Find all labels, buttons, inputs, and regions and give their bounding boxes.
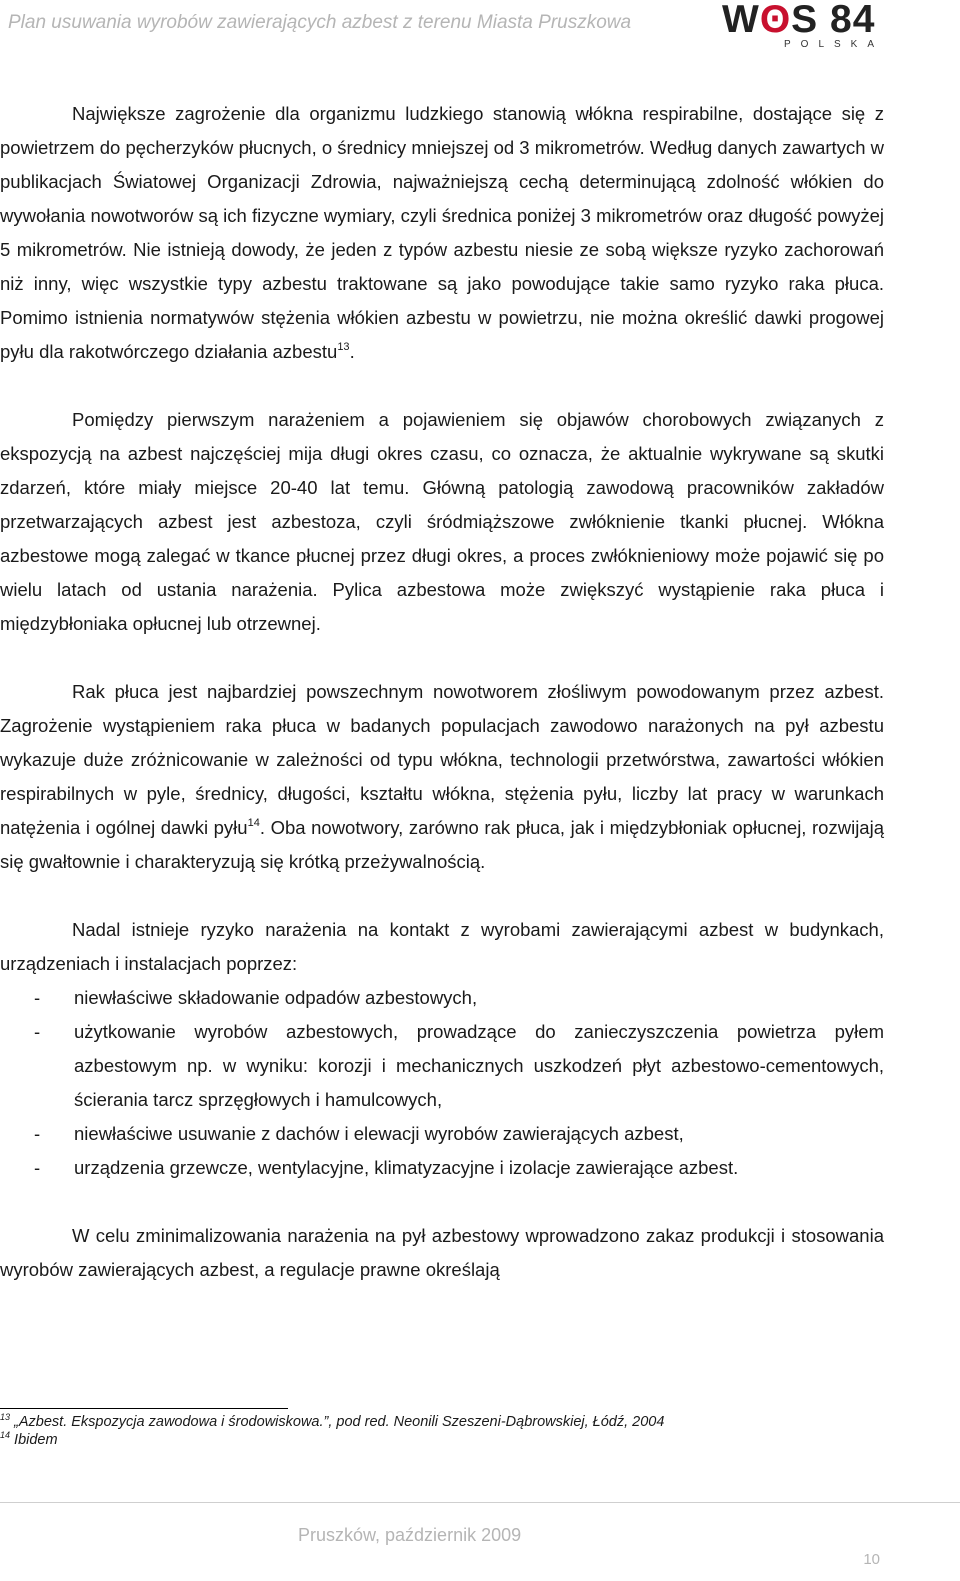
- footnote-14: [0, 1431, 900, 1449]
- paragraph-text: Największe zagrożenie dla organizmu ludzkiego stanowią włókna respirabilne, dostające się z powietrzem do pęcherzyków płucnych, o średnicy mniejszej od 3 mikrometrów. Według danych zawartych w publikacjach Światowej Organizacji Zdrowia, najważniejszą cechą determinującą zdolność włókien do wywołania nowotworów są ich fizyczne wymiary, czyli średnica poniżej 3 mikrometrów oraz długość powyżej 5 mikrometrów. Nie istnieją dowody, że jeden z typów azbestu niesie ze sobą większe ryzyko zachorowań niż inny, więc wszystkie typy azbestu traktowane są jako powodujące takie samo ryzyko raka płuca. Pomimo istnienia normatywów stężenia włókien azbestu w powietrzu, nie można określić dawki progowej pyłu dla rakotwórczego działania azbestu: [0, 103, 884, 362]
- paragraph-latency: Pomiędzy pierwszym narażeniem a pojawieniem się objawów chorobowych związanych z ekspozycją na azbest najczęściej mija długi okres czasu, co oznacza, że aktualnie wykrywane są skutki zdarzeń, które miały miejsce 20-40 lat temu. Główną patologią zawodową pracowników zakładów przetwarzających azbest jest azbestoza, czyli śródmiąższowe zwłóknienie tkanki płucnej. Włókna azbestowe mogą zalegać w tkance płucnej przez długi okres, a proces zwłóknieniowy może pojawić się po wielu latach od ustania narażenia. Pylica azbestowa może zwiększyć wystąpienie raka płuca i międzybłoniaka opłucnej lub otrzewnej.: [0, 409, 884, 634]
- footnote-number: 14: [0, 1430, 11, 1440]
- exposure-list: [0, 981, 884, 1185]
- footnote-separator: [0, 1408, 288, 1409]
- list-item: [0, 1151, 884, 1185]
- logo-globe-icon: ʘ: [759, 0, 792, 41]
- paragraph-regulation: W celu zminimalizowania narażenia na pył azbestowy wprowadzono zakaz produkcji i stosowania wyrobów zawierających azbest, a regulacje prawne określają: [0, 1225, 884, 1280]
- footnote-ref: 14: [247, 817, 260, 829]
- footnote-number: 13: [0, 1412, 11, 1422]
- list-item-text: niewłaściwe składowanie odpadów azbestowych,: [74, 987, 478, 1008]
- footnote-13: [0, 1413, 900, 1431]
- list-item-text: urządzenia grzewcze, wentylacyjne, klimatyzacyjne i izolacje zawierające azbest.: [74, 1157, 739, 1178]
- wgs84-logo: [722, 2, 954, 54]
- paragraph-tail: .: [349, 341, 355, 362]
- header-title: Plan usuwania wyrobów zawierających azbest z terenu Miasta Pruszkowa: [8, 12, 632, 33]
- page-number: 10: [863, 1551, 880, 1568]
- footnote-ref: 13: [337, 341, 350, 353]
- list-dash: -: [34, 1157, 41, 1178]
- footnote-text: „Azbest. Ekspozycja zawodowa i środowiskowa.”, pod red. Neonili Szeszeni-Dąbrowskiej, Łódź, 2004: [14, 1414, 665, 1430]
- list-item: [0, 981, 884, 1015]
- page-header: [0, 0, 960, 58]
- list-item: [0, 1015, 884, 1117]
- footnotes: [0, 1413, 900, 1449]
- document-body: [0, 97, 884, 1287]
- list-dash: -: [34, 987, 41, 1008]
- paragraph-text: Rak płuca jest najbardziej powszechnym nowotworem złośliwym powodowanym przez azbest. Zagrożenie wystąpieniem raka płuca w badanych populacjach zawodowo narażonych na pył azbestu wykazuje duże zróżnicowanie w zależności od typu włókna, technologii przetwórstwa, zawartości włókien respirabilnych w pyle, średnicy, długości, kształtu włókna, stężenia pyłu, liczby lat pracy w warunkach natężenia i ogólnej dawki pyłu: [0, 681, 884, 838]
- list-item-text: użytkowanie wyrobów azbestowych, prowadzące do zanieczyszczenia powietrza pyłem azbestowym np. w wyniku: korozji i mechanicznych uszkodzeń płyt azbestowo-cementowych, ścierania tarcz sprzęgłowych i hamulcowych,: [74, 1021, 884, 1110]
- footnote-text: Ibidem: [14, 1432, 58, 1448]
- logo-letters-s84: S 84: [791, 0, 876, 41]
- footer-place-date: Pruszków, październik 2009: [298, 1525, 522, 1545]
- footer-separator: [0, 1502, 960, 1503]
- list-dash: -: [34, 1021, 41, 1042]
- paragraph-fibers: [0, 97, 884, 369]
- list-item: [0, 1117, 884, 1151]
- paragraph-tail: . Oba nowotwory, zarówno rak płuca, jak i międzybłoniak opłucnej, rozwijają się gwałtownie i charakteryzują się krótką przeżywalnością.: [0, 817, 884, 872]
- logo-subtitle: POLSKA: [784, 39, 885, 50]
- logo-letter-w: W: [722, 0, 760, 41]
- logo-wordmark: [722, 0, 875, 42]
- list-item-text: niewłaściwe usuwanie z dachów i elewacji wyrobów zawierających azbest,: [74, 1123, 684, 1144]
- paragraph-lung-cancer: [0, 675, 884, 879]
- paragraph-exposure-risk: Nadal istnieje ryzyko narażenia na kontakt z wyrobami zawierającymi azbest w budynkach, urządzeniach i instalacjach poprzez:: [0, 919, 884, 974]
- list-dash: -: [34, 1123, 41, 1144]
